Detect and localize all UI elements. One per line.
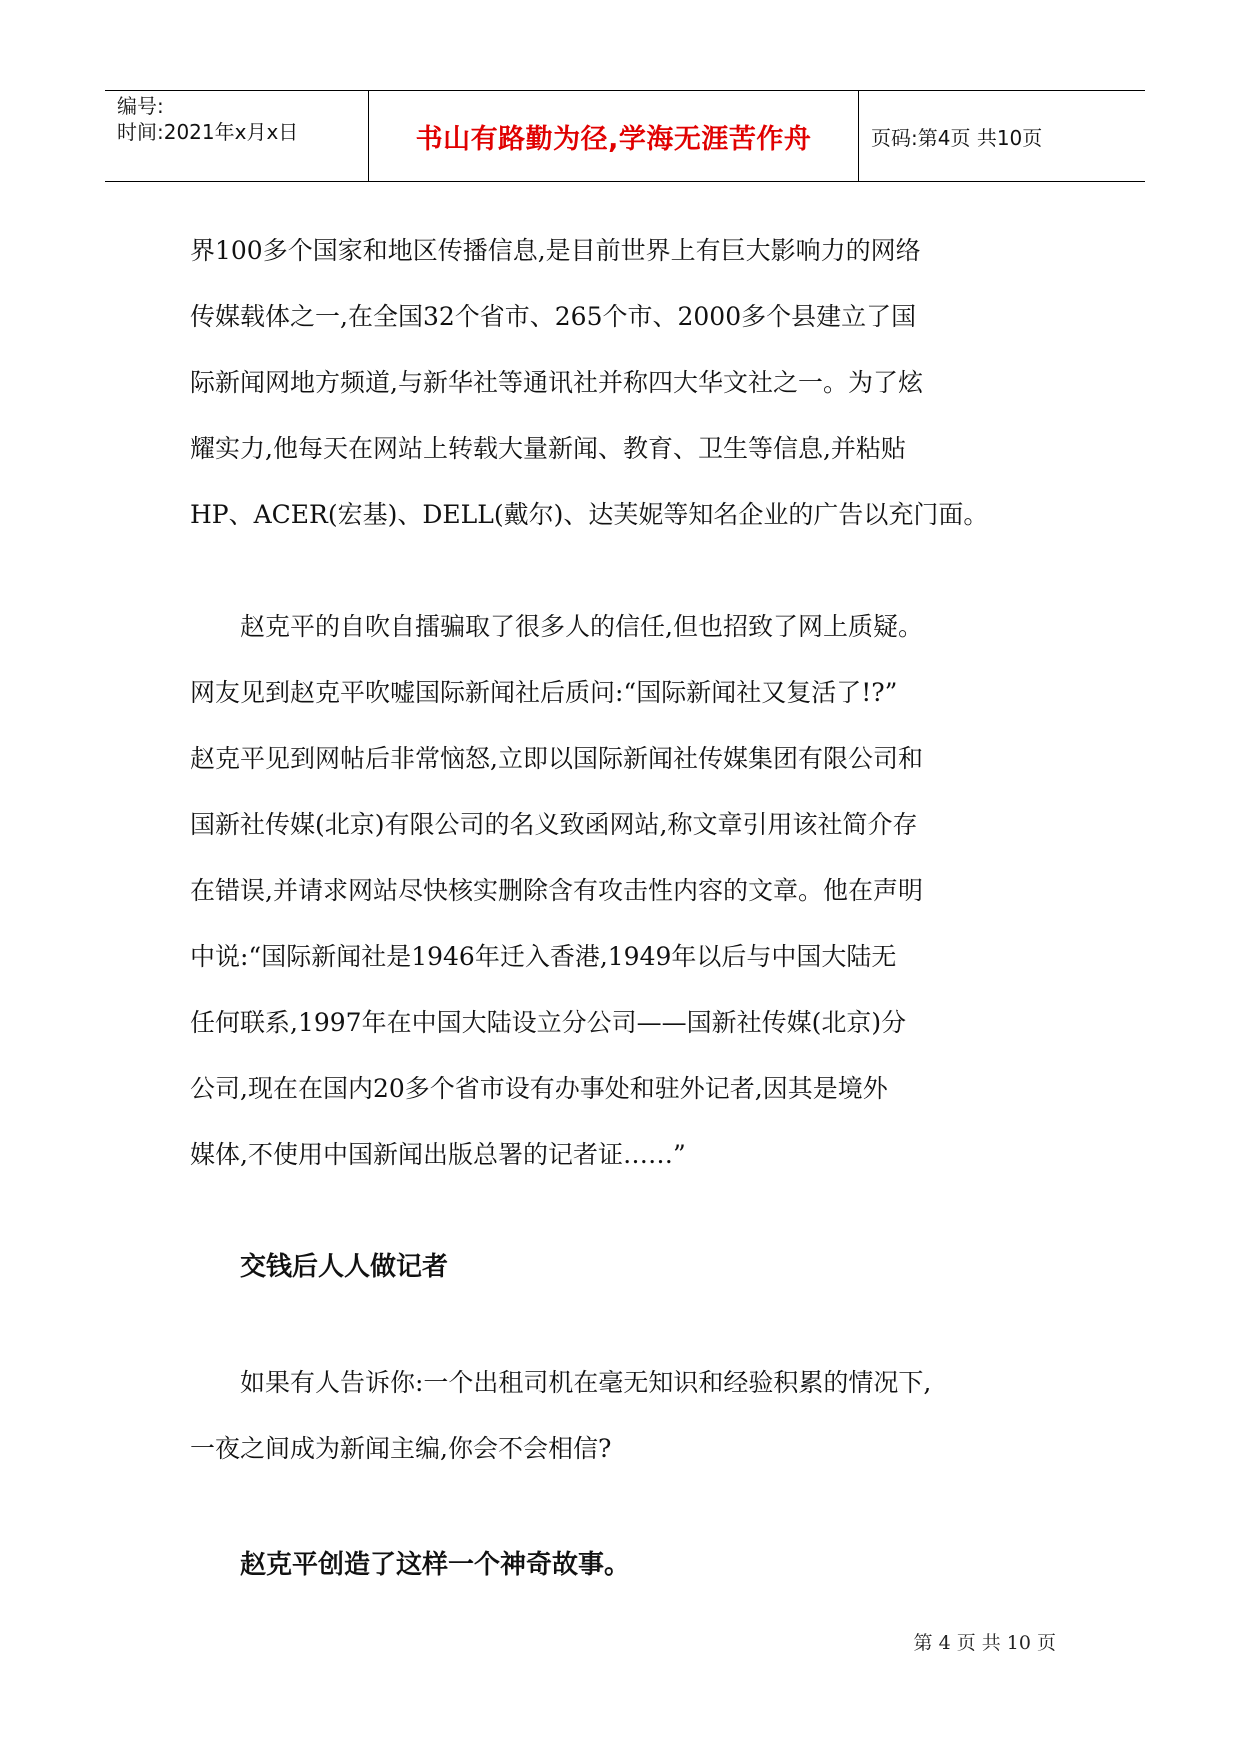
time-label: 时间:2021年x月x日 <box>117 120 299 144</box>
number-label: 编号: <box>117 94 164 118</box>
text-line: 赵克平的自吹自擂骗取了很多人的信任,但也招致了网上质疑。 <box>240 612 923 641</box>
page-footer: 第 4 页 共 10 页 <box>913 1632 1056 1654</box>
text-line: 媒体,不使用中国新闻出版总署的记者证……” <box>190 1140 686 1169</box>
text-line: 公司,现在在国内20多个省市设有办事处和驻外记者,因其是境外 <box>190 1074 888 1103</box>
paragraph-1 <box>190 218 1070 548</box>
paragraph-spacer <box>190 1482 1070 1532</box>
paragraph-spacer <box>190 548 1070 594</box>
text-line: 际新闻网地方频道,与新华社等通讯社并称四大华文社之一。为了炫 <box>190 368 923 397</box>
text-line: 国新社传媒(北京)有限公司的名义致函网站,称文章引用该社简介存 <box>190 810 918 839</box>
text-line: 界100多个国家和地区传播信息,是目前世界上有巨大影响力的网络 <box>190 236 921 265</box>
text-line: 如果有人告诉你:一个出租司机在毫无知识和经验积累的情况下, <box>240 1368 932 1397</box>
text-line: 赵克平见到网帖后非常恼怒,立即以国际新闻社传媒集团有限公司和 <box>190 744 923 773</box>
document-body <box>190 218 1070 1598</box>
paragraph-3 <box>190 1350 1070 1482</box>
page-header <box>105 90 1145 182</box>
paragraph-spacer <box>190 1188 1070 1234</box>
text-line: 在错误,并请求网站尽快核实删除含有攻击性内容的文章。他在声明 <box>190 876 923 905</box>
header-meta <box>105 91 369 181</box>
header-motto-cell <box>369 91 859 181</box>
text-line: 网友见到赵克平吹嘘国际新闻社后质问:“国际新闻社又复活了!?” <box>190 678 898 707</box>
text-line: 任何联系,1997年在中国大陆设立分公司——国新社传媒(北京)分 <box>190 1008 907 1037</box>
text-line: 中说:“国际新闻社是1946年迁入香港,1949年以后与中国大陆无 <box>190 942 897 971</box>
header-page-cell <box>859 91 1145 181</box>
text-line: 一夜之间成为新闻主编,你会不会相信? <box>190 1434 612 1463</box>
text-line: HP、ACER(宏基)、DELL(戴尔)、达芙妮等知名企业的广告以充门面。 <box>190 500 989 529</box>
section-heading: 赵克平创造了这样一个神奇故事。 <box>240 1550 631 1580</box>
text-line: 传媒载体之一,在全国32个省市、265个市、2000多个县建立了国 <box>190 302 917 331</box>
paragraph-spacer <box>190 1300 1070 1350</box>
text-line: 耀实力,他每天在网站上转载大量新闻、教育、卫生等信息,并粘贴 <box>190 434 906 463</box>
page-label: 页码:第4页 共10页 <box>871 125 1043 150</box>
section-heading: 交钱后人人做记者 <box>240 1252 449 1282</box>
motto: 书山有路勤为径,学海无涯苦作舟 <box>415 123 812 155</box>
paragraph-2 <box>190 594 1070 1188</box>
